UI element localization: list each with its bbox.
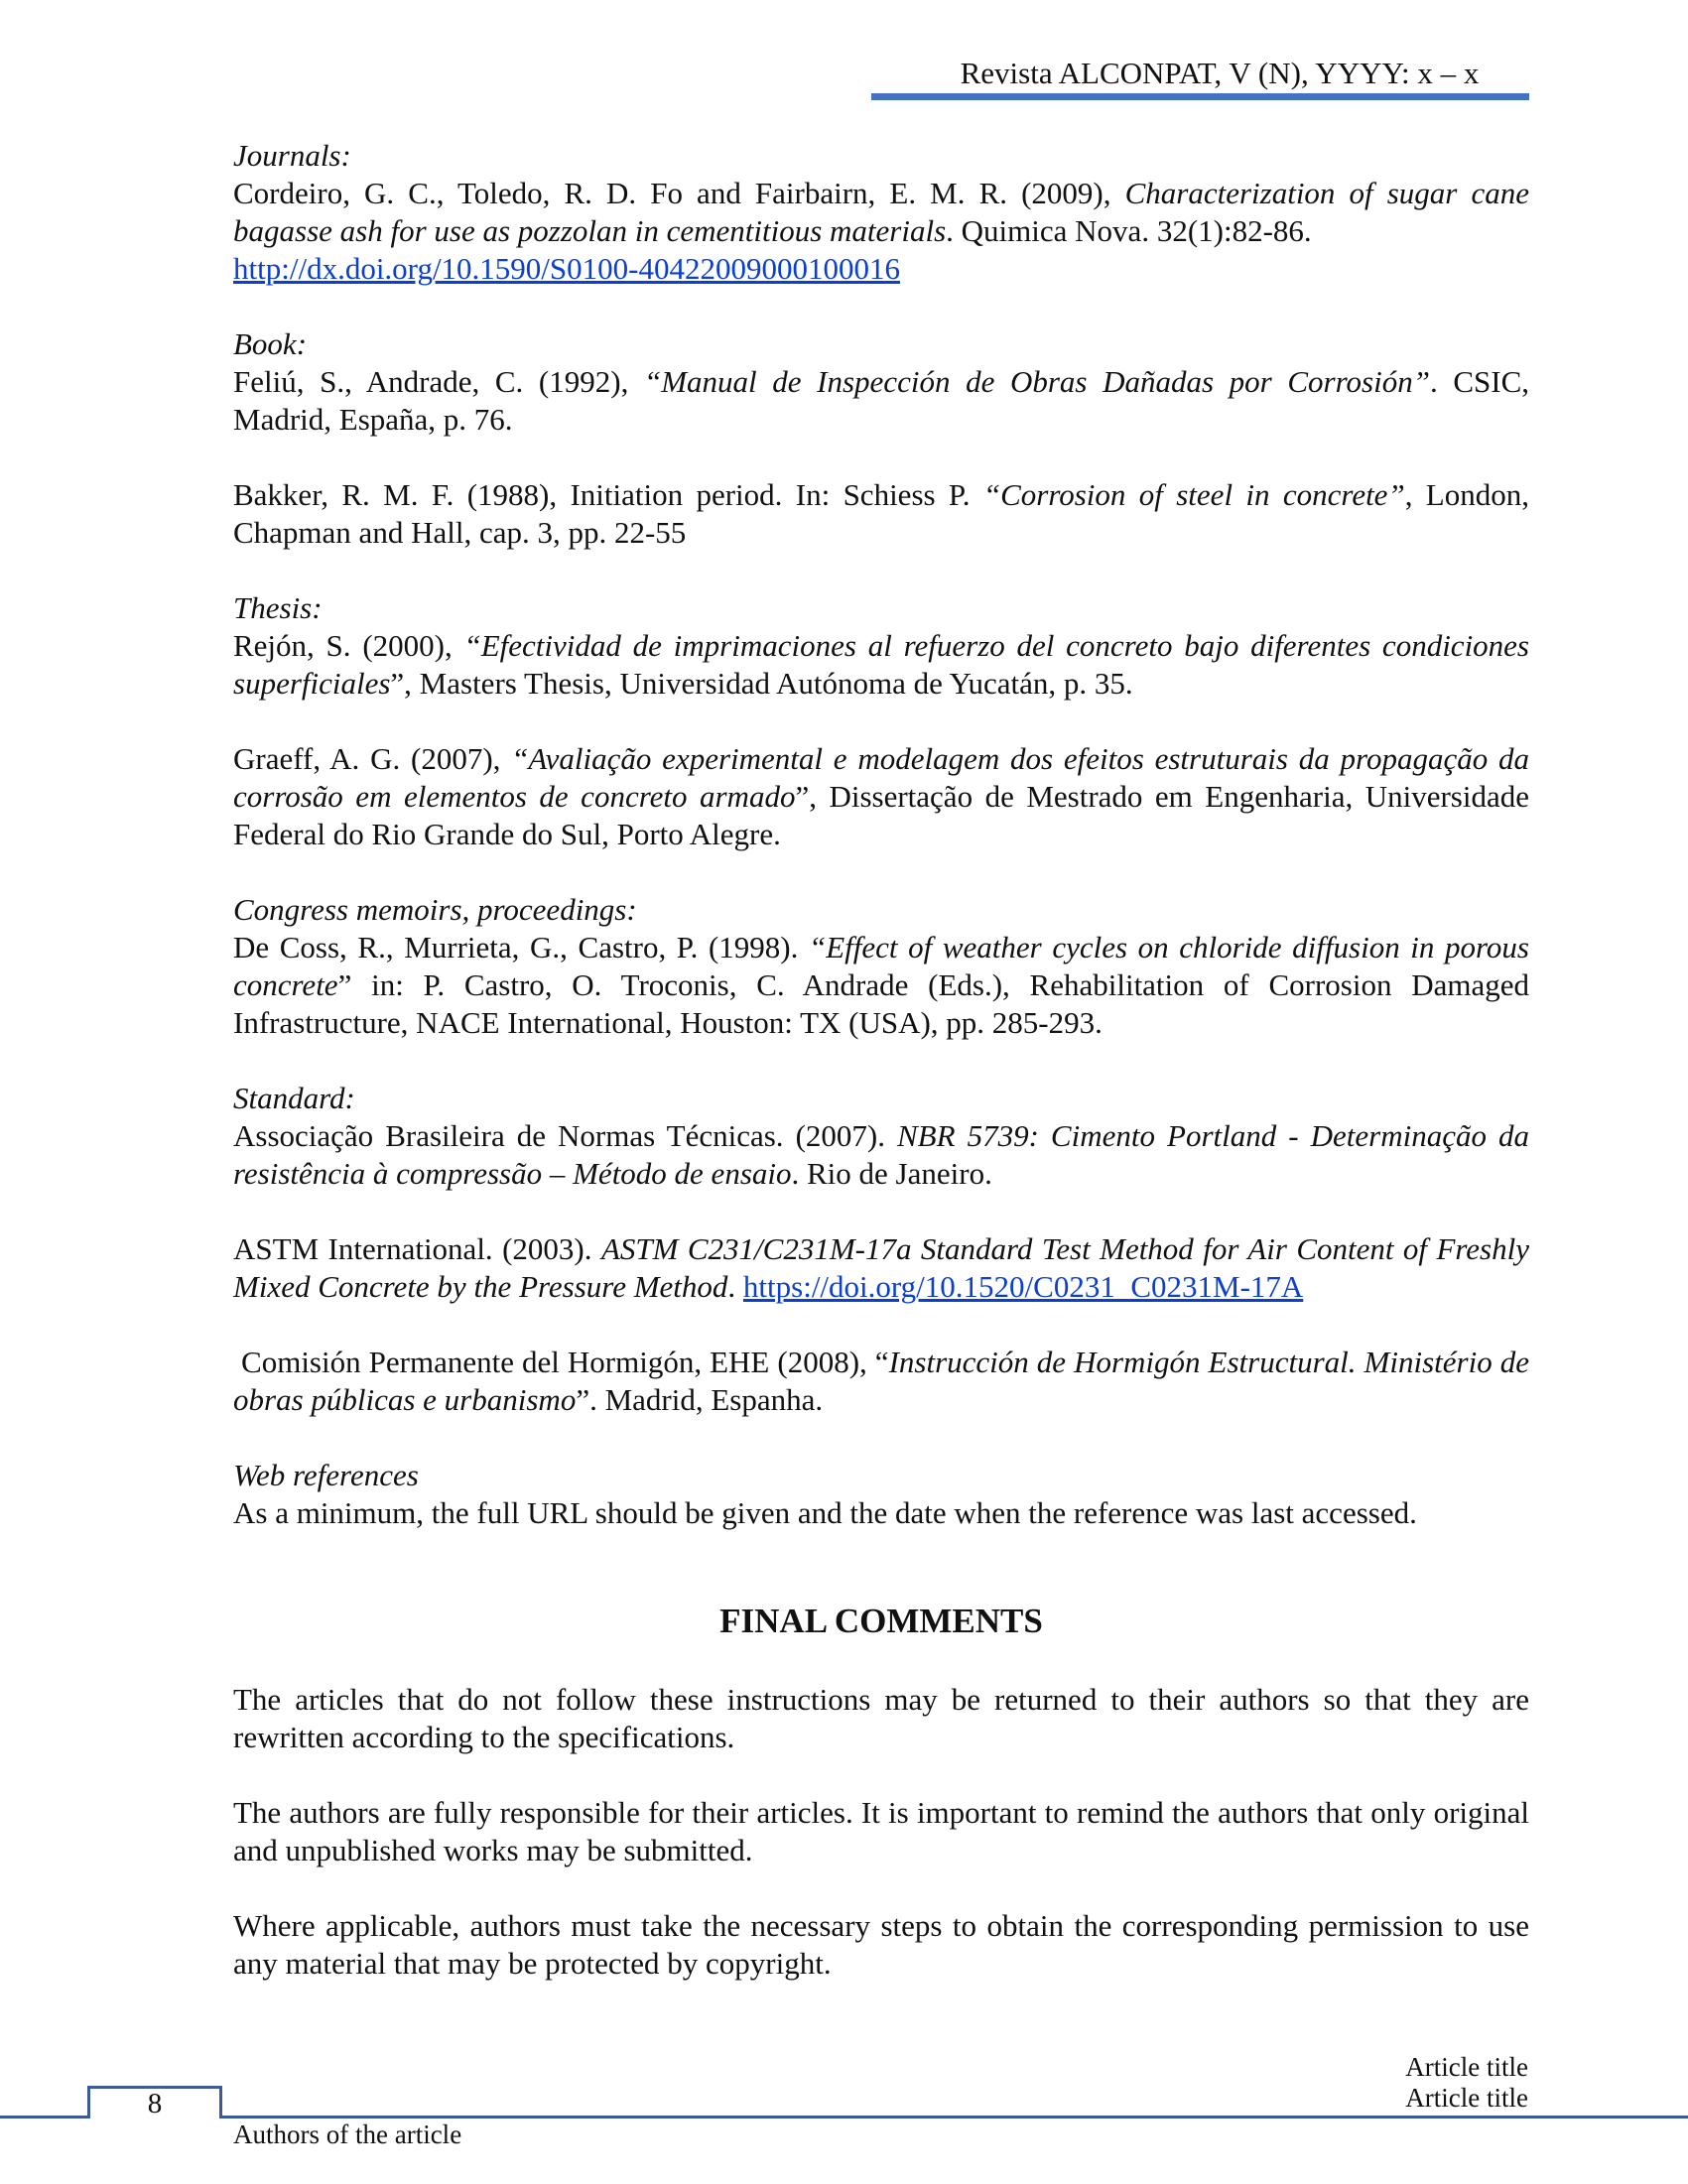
final-comments-paragraph-3: Where applicable, authors must take the necessary steps to obtain the corresponding permission to use any material that may be protected by copyright. — [233, 1908, 1529, 1981]
section-label-book: Book: — [233, 326, 308, 361]
footer-authors: Authors of the article — [233, 2120, 462, 2149]
reference-details: , London, Chapman and Hall, cap. 3, pp. 22-55 — [233, 477, 1529, 550]
reference-title: “Avaliação experimental e modelagem dos efeitos estruturais da propagação da corrosão em elementos de concreto armado — [233, 741, 1529, 814]
reference-details: ” in: P. Castro, O. Troconis, C. Andrade (Eds.), Rehabilitation of Corrosion Damaged Infrastructure, NACE International, Houston: TX (USA), pp. 285-293. — [233, 967, 1529, 1040]
footer-rule-left — [0, 2116, 87, 2119]
reference-title: “Efectividad de imprimaciones al refuerzo del concreto bajo diferentes condiciones superficiales — [233, 628, 1529, 701]
final-comments-paragraph-1: The articles that do not follow these instructions may be returned to their authors so that they are rewritten according to the specifications. — [233, 1682, 1529, 1754]
reference-title: Characterization of sugar cane bagasse ash for use as pozzolan in cementitious materials — [233, 176, 1529, 248]
reference-authors: Comisión Permanente del Hormigón, EHE (2008), “ — [233, 1345, 889, 1379]
section-label-standard: Standard: — [233, 1081, 355, 1115]
section-label-web: Web references — [233, 1458, 419, 1492]
reference-standard-2 — [233, 1230, 1529, 1306]
footer-article-title: Article title — [1405, 2052, 1528, 2082]
reference-doi-link[interactable]: https://doi.org/10.1520/C0231_C0231M-17A — [742, 1269, 1304, 1304]
reference-doi-link[interactable]: http://dx.doi.org/10.1590/S0100-40422009000100016 — [233, 251, 900, 286]
reference-title: “Corrosion of steel in concrete” — [982, 477, 1405, 512]
section-label-congress: Congress memoirs, proceedings: — [233, 892, 637, 927]
reference-title: Instrucción de Hormigón Estructural. Ministério de obras públicas e urbanismo — [233, 1345, 1537, 1417]
reference-details: . — [727, 1269, 743, 1304]
reference-authors: Cordeiro, G. C., Toledo, R. D. Fo and Fairbairn, E. M. R. (2009), — [233, 176, 1125, 210]
reference-title: ASTM C231/C231M-17a Standard Test Method for Air Content of Freshly Mixed Concrete by the Pressure Method — [233, 1231, 1529, 1304]
reference-authors: ASTM International. (2003). — [233, 1231, 601, 1266]
running-header-journal: Revista ALCONPAT, V (N), YYYY: x – x — [960, 56, 1480, 90]
reference-book-1 — [233, 363, 1529, 439]
reference-thesis-1 — [233, 627, 1529, 703]
reference-authors: Feliú, S., Andrade, C. (1992), — [233, 364, 644, 399]
footer-rule-right — [222, 2116, 1688, 2119]
reference-standard-3 — [233, 1344, 1537, 1419]
reference-authors: Graeff, A. G. (2007), — [233, 741, 512, 776]
reference-authors: Rejón, S. (2000), — [233, 628, 464, 663]
reference-details: ”. Madrid, Espanha. — [576, 1382, 824, 1417]
reference-authors: Associação Brasileira de Normas Técnicas. (2007). — [233, 1118, 897, 1153]
final-comments-heading: FINAL COMMENTS — [719, 1602, 1043, 1640]
header-rule — [871, 93, 1529, 100]
reference-details: . Rio de Janeiro. — [791, 1156, 992, 1191]
final-comments-paragraph-2: The authors are fully responsible for their articles. It is important to remind the authors that only original and unpublished works may be submitted. — [233, 1795, 1529, 1867]
section-label-journals: Journals: — [233, 138, 351, 173]
footer-article-title: Article title — [1405, 2083, 1528, 2113]
reference-details: . Quimica Nova. 32(1):82-86. — [946, 213, 1312, 248]
reference-standard-1 — [233, 1117, 1529, 1193]
reference-book-2 — [233, 476, 1529, 552]
reference-title: “Effect of weather cycles on chloride diffusion in porous concrete — [233, 930, 1529, 1002]
reference-details: ”, Masters Thesis, Universidad Autónoma de Yucatán, p. 35. — [390, 666, 1133, 701]
section-label-thesis: Thesis: — [233, 590, 323, 625]
reference-details: ”, Dissertação de Mestrado em Engenharia, Universidade Federal do Rio Grande do Sul, Porto Alegre. — [233, 779, 1529, 851]
reference-journal-1 — [233, 175, 1529, 288]
reference-title: NBR 5739: Cimento Portland - Determinação da resistência à compressão – Método de ensaio — [233, 1118, 1529, 1191]
reference-authors: De Coss, R., Murrieta, G., Castro, P. (1998). — [233, 930, 809, 964]
page-content — [233, 137, 1537, 1983]
reference-details: . CSIC, Madrid, España, p. 76. — [233, 364, 1530, 437]
page-number: 8 — [147, 2088, 163, 2120]
web-references-text: As a minimum, the full URL should be given and the date when the reference was last accessed. — [233, 1495, 1417, 1530]
reference-thesis-2 — [233, 740, 1529, 853]
reference-authors: Bakker, R. M. F. (1988), Initiation period. In: Schiess P. — [233, 477, 983, 512]
reference-congress-1 — [233, 929, 1529, 1042]
reference-title: “Manual de Inspección de Obras Dañadas por Corrosión” — [643, 364, 1430, 399]
